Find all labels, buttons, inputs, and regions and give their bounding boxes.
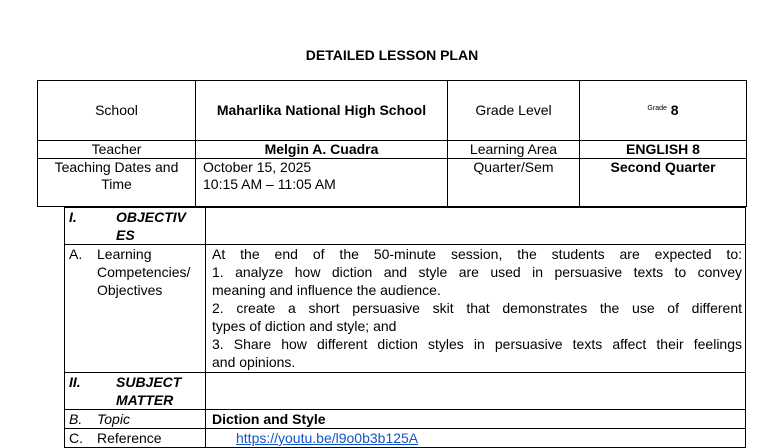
topic-letter: B. <box>69 411 83 427</box>
objective-line: and opinions. <box>212 354 296 370</box>
objective-line: types of diction and style; and <box>212 318 397 334</box>
subject-matter-heading <box>65 373 206 410</box>
objectives-heading <box>65 208 206 245</box>
objectives-empty-cell <box>206 208 746 245</box>
dates-label-line2: Time <box>101 176 132 192</box>
topic-value: Diction and Style <box>206 410 746 429</box>
quarter-label: Quarter/Sem <box>448 159 580 207</box>
reference-label <box>65 429 206 448</box>
date-value: October 15, 2025 <box>203 159 312 175</box>
competencies-label-line1: Learning <box>97 246 152 262</box>
grade-prefix: Grade <box>647 105 667 112</box>
subject-title-line2: MATTER <box>116 392 174 408</box>
topic-label <box>65 410 206 429</box>
reference-label-text: Reference <box>97 430 162 446</box>
school-value: Maharlika National High School <box>196 81 448 141</box>
objectives-title-line2: ES <box>116 227 135 243</box>
objectives-numeral: I. <box>69 209 77 225</box>
objectives-title-line1: OBJECTIV <box>116 209 187 225</box>
quarter-value: Second Quarter <box>580 159 747 207</box>
competencies-label-line3: Objectives <box>97 282 163 298</box>
reference-letter: C. <box>69 430 83 446</box>
lesson-table <box>64 207 746 448</box>
objective-line: meaning and influence the audience. <box>212 282 441 298</box>
objective-line: 2. create a short persuasive skit that demonstrates the use of different <box>212 300 742 316</box>
grade-number: 8 <box>670 102 679 118</box>
competencies-label <box>65 245 206 373</box>
teacher-label: Teacher <box>38 141 196 159</box>
dates-label-line1: Teaching Dates and <box>54 159 179 175</box>
subject-title-line1: SUBJECT <box>116 374 182 390</box>
school-label: School <box>38 81 196 141</box>
learning-area-label: Learning Area <box>448 141 580 159</box>
objectives-content <box>206 245 746 373</box>
grade-level-value <box>580 81 747 141</box>
learning-area-value: ENGLISH 8 <box>580 141 747 159</box>
document-title: DETAILED LESSON PLAN <box>305 47 479 63</box>
objective-line: 1. analyze how diction and style are used in persuasive texts to convey <box>212 264 742 280</box>
competencies-letter: A. <box>69 246 83 262</box>
competencies-label-line2: Competencies/ <box>97 264 191 280</box>
grade-level-label: Grade Level <box>448 81 580 141</box>
time-value: 10:15 AM – 11:05 AM <box>203 176 336 192</box>
teacher-value: Melgin A. Cuadra <box>196 141 448 159</box>
subject-empty-cell <box>206 373 746 410</box>
header-table <box>37 80 747 207</box>
dates-label <box>38 159 196 207</box>
reference-link[interactable]: https://youtu.be/l9o0b3b125A <box>236 430 419 446</box>
objective-line: 3. Share how different diction styles in persuasive texts affect their feelings <box>212 336 742 352</box>
objective-line: At the end of the 50-minute session, the students are expected to: <box>212 246 742 262</box>
subject-numeral: II. <box>69 374 81 390</box>
reference-cell <box>206 429 746 448</box>
dates-value <box>196 159 448 207</box>
topic-label-text: Topic <box>97 411 130 427</box>
